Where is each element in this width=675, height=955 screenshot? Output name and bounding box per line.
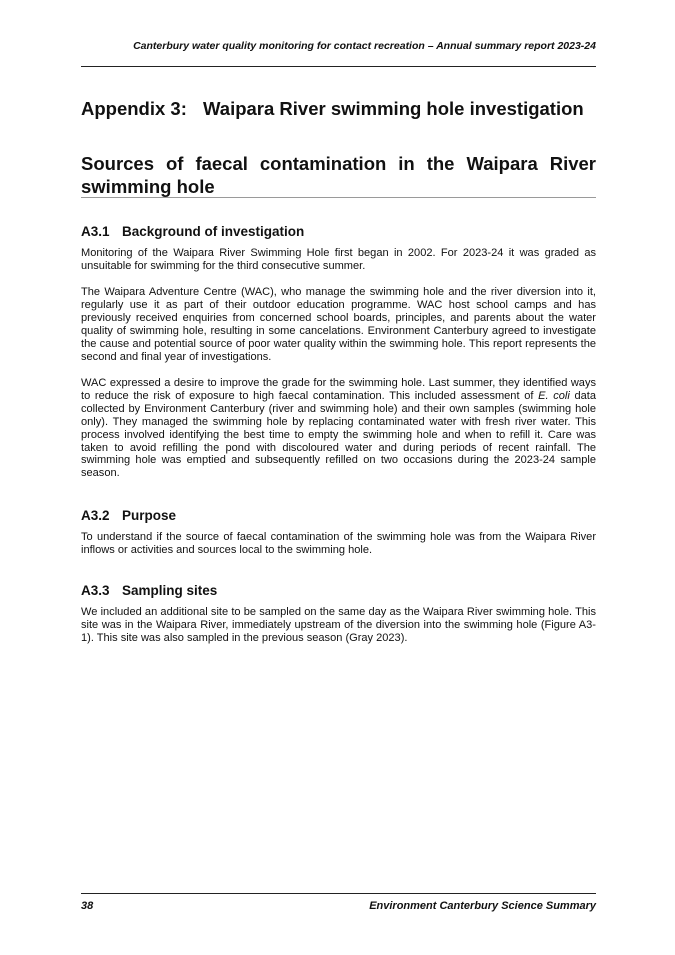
footer-rule	[81, 893, 596, 894]
section-number: A3.2	[81, 508, 110, 523]
section-title: Purpose	[122, 508, 177, 523]
appendix-number: Appendix 3:	[81, 98, 187, 119]
header-rule	[81, 66, 596, 67]
paragraph-sampling-sites: We included an additional site to be sampled on the same day as the Waipara River swimming hole. This site was in the Waipara River, immediately upstream of the diversion into the swimming hole (Figure A3-1). This site was also sampled in the previous season (Gray 2023).	[81, 606, 596, 644]
page-number: 38	[81, 900, 94, 912]
page-title: Sources of faecal contamination in the Waipara River swimming hole	[81, 153, 596, 197]
italic-term-e-coli: E. coli	[538, 389, 570, 402]
section-title: Background of investigation	[122, 224, 305, 239]
section-number: A3.1	[81, 224, 110, 239]
section-heading-background	[81, 224, 304, 239]
paragraph-background-3	[81, 377, 596, 480]
paragraph-purpose: To understand if the source of faecal contamination of the swimming hole was from the Waipara River inflows or activities and sources local to the swimming hole.	[81, 531, 596, 556]
section-heading-purpose	[81, 508, 176, 523]
paragraph-text: data collected by Environment Canterbury (river and swimming hole) and their own samples (swimming hole only). They managed the swimming hole by replacing contaminated water with fresh river water. This process involved identifying the best time to empty the swimming hole and when to refill it. Care was taken to avoid refilling the pond with discoloured water and during periods of recent rainfall. The swimming hole was emptied and subsequently refilled on two occasions during the 2023-24 sample season.	[81, 389, 596, 480]
paragraph-text: WAC expressed a desire to improve the grade for the swimming hole. Last summer, they identified ways to reduce the risk of exposure to high faecal contamination. This included assessment of	[81, 377, 596, 402]
section-number: A3.3	[81, 583, 110, 598]
paragraph-background-1: Monitoring of the Waipara River Swimming Hole first began in 2002. For 2023-24 it was graded as unsuitable for swimming for the third consecutive summer.	[81, 247, 596, 272]
title-rule	[81, 197, 596, 198]
footer-publication: Environment Canterbury Science Summary	[369, 900, 596, 912]
appendix-title: Waipara River swimming hole investigation	[203, 98, 584, 119]
appendix-heading	[81, 98, 601, 120]
section-title: Sampling sites	[122, 583, 218, 598]
paragraph-background-2: The Waipara Adventure Centre (WAC), who manage the swimming hole and the river diversion into it, regularly use it as part of their outdoor education programme. WAC host school camps and has previously received enquiries from concerned school boards, principles, and parents about the water quality of swimming hole, resulting in some cancelations. Environment Canterbury agreed to investigate the cause and potential source of poor water quality within the swimming hole. This report represents the second and final year of investigations.	[81, 286, 596, 363]
section-heading-sampling-sites	[81, 583, 217, 598]
running-header: Canterbury water quality monitoring for contact recreation – Annual summary report 2023-24	[133, 40, 596, 52]
